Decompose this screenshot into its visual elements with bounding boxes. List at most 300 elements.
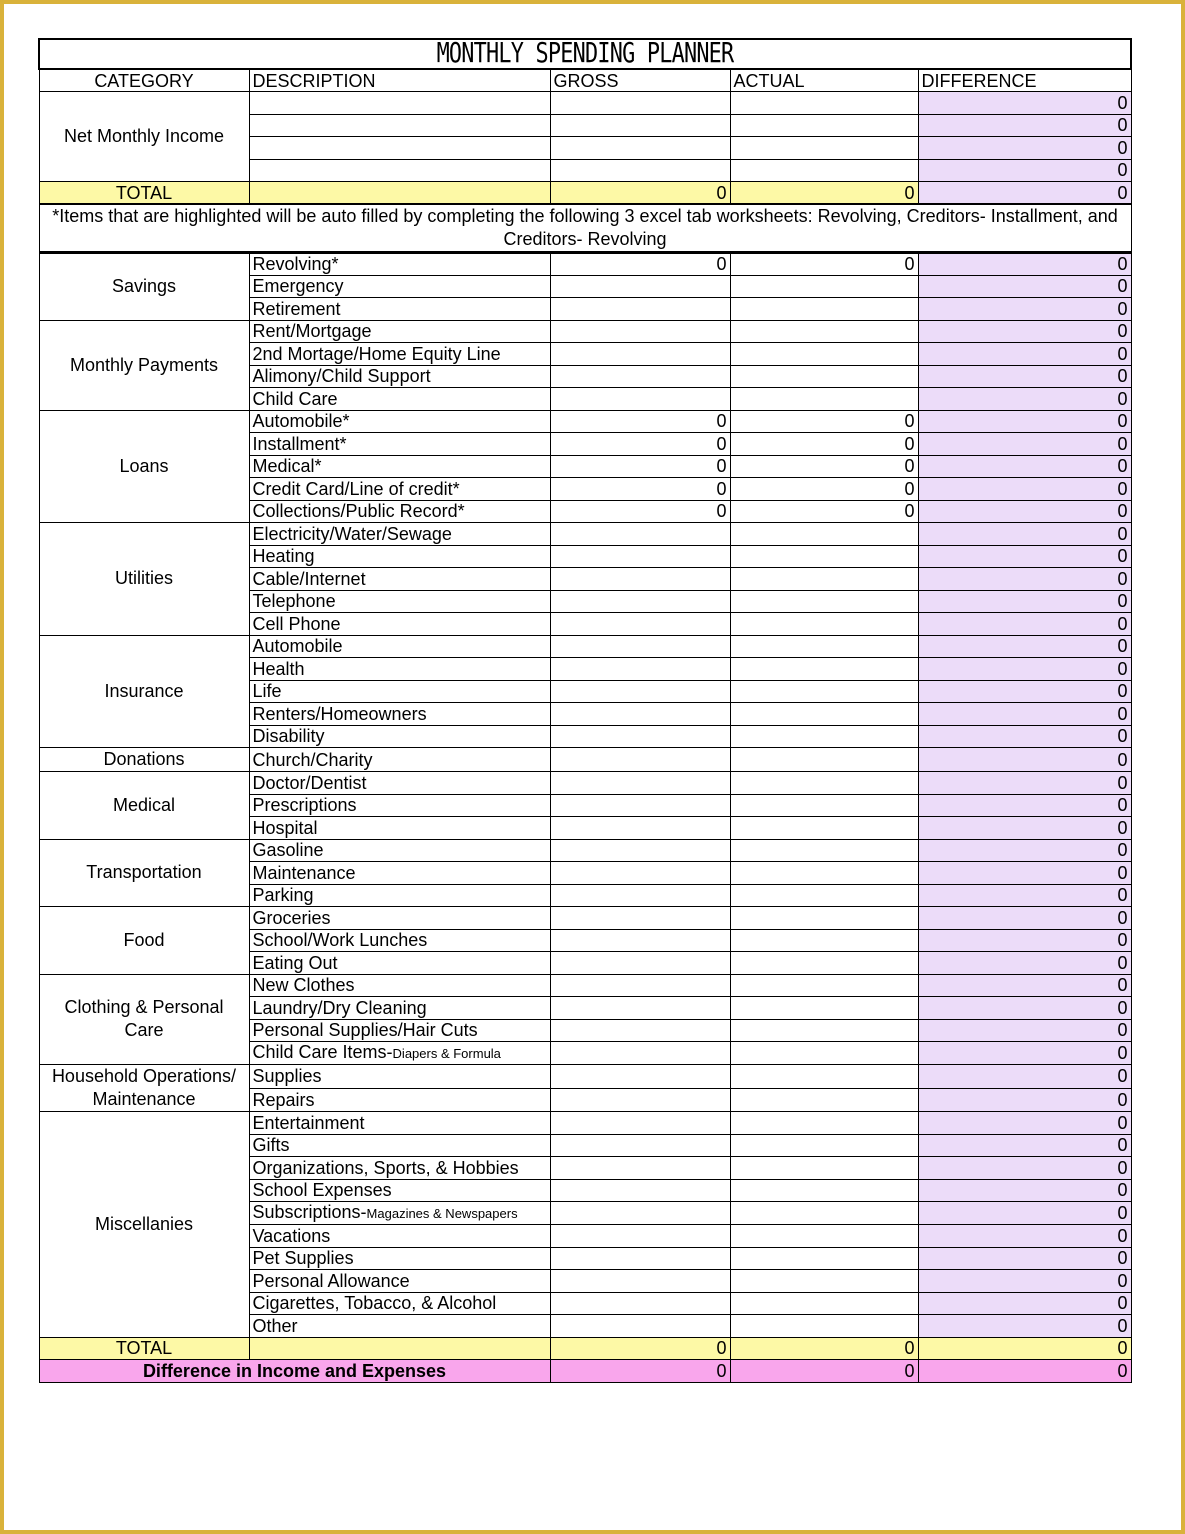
difference-cell: 0: [918, 1112, 1131, 1135]
description-text: Laundry/Dry Cleaning: [252, 997, 427, 1018]
actual-cell[interactable]: [730, 275, 918, 298]
description-cell: [249, 725, 550, 748]
gross-cell[interactable]: [550, 1270, 730, 1293]
description-text: Child Care: [252, 388, 338, 409]
gross-cell[interactable]: [550, 1088, 730, 1112]
income-row: [39, 92, 1131, 115]
actual-cell[interactable]: 0: [730, 410, 918, 433]
gross-cell[interactable]: [550, 839, 730, 862]
description-cell: [249, 545, 550, 568]
description-text: Child Care Items-: [252, 1042, 393, 1062]
income-gross-cell[interactable]: [550, 114, 730, 137]
difference-cell: 0: [918, 1225, 1131, 1248]
actual-cell[interactable]: [730, 952, 918, 975]
actual-cell[interactable]: [730, 1247, 918, 1270]
header-difference: DIFFERENCE: [918, 69, 1131, 92]
description-text: Personal Supplies/Hair Cuts: [252, 1020, 478, 1041]
income-desc-cell[interactable]: [249, 137, 550, 160]
income-total-row: [39, 182, 1131, 205]
income-gross-cell[interactable]: [550, 159, 730, 182]
difference-cell: 0: [918, 1270, 1131, 1293]
gross-cell[interactable]: 0: [550, 500, 730, 523]
difference-cell: 0: [918, 1065, 1131, 1089]
difference-cell: 0: [918, 1315, 1131, 1338]
actual-cell[interactable]: 0: [730, 478, 918, 501]
actual-cell[interactable]: [730, 1042, 918, 1065]
difference-cell: 0: [918, 1088, 1131, 1112]
description-cell: [249, 1065, 550, 1089]
gross-cell[interactable]: [550, 1247, 730, 1270]
description-cell: [249, 433, 550, 456]
description-text: Retirement: [252, 298, 341, 319]
difference-cell: 0: [918, 478, 1131, 501]
category-transportation: Transportation: [39, 839, 249, 907]
difference-cell: 0: [918, 1134, 1131, 1157]
actual-cell[interactable]: [730, 1292, 918, 1315]
actual-cell[interactable]: [730, 1134, 918, 1157]
description-cell: [249, 974, 550, 997]
description-text: Revolving*: [252, 254, 339, 275]
income-desc-cell[interactable]: [249, 159, 550, 182]
gross-cell[interactable]: [550, 1179, 730, 1202]
actual-cell[interactable]: [730, 388, 918, 411]
description-cell: [249, 1134, 550, 1157]
income-actual-cell[interactable]: [730, 137, 918, 160]
gross-cell[interactable]: [550, 1292, 730, 1315]
actual-cell[interactable]: [730, 862, 918, 885]
difference-cell: 0: [918, 974, 1131, 997]
description-cell: [249, 658, 550, 681]
gross-cell[interactable]: [550, 1019, 730, 1042]
difference-cell: 0: [918, 1042, 1131, 1065]
income-diff-cell: 0: [918, 159, 1131, 182]
description-cell: [249, 478, 550, 501]
difference-cell: 0: [918, 817, 1131, 840]
description-text: Gifts: [252, 1135, 290, 1156]
description-text: Subscriptions-: [252, 1202, 367, 1222]
description-text: Prescriptions: [252, 795, 357, 816]
description-cell: [249, 703, 550, 726]
description-cell: [249, 1202, 550, 1225]
header-gross: GROSS: [550, 69, 730, 92]
gross-cell[interactable]: [550, 1225, 730, 1248]
expense-row: [39, 523, 1131, 546]
description-text: Emergency: [252, 276, 344, 297]
actual-cell[interactable]: [730, 1315, 918, 1338]
gross-cell[interactable]: [550, 1315, 730, 1338]
gross-cell[interactable]: [550, 1157, 730, 1180]
description-cell: [249, 500, 550, 523]
difference-cell: 0: [918, 275, 1131, 298]
description-text: Electricity/Water/Sewage: [252, 523, 452, 544]
gross-cell[interactable]: [550, 772, 730, 795]
category-household-operations-maintenance: Household Operations/ Maintenance: [39, 1065, 249, 1112]
actual-cell[interactable]: [730, 884, 918, 907]
difference-cell: 0: [918, 772, 1131, 795]
category-donations: Donations: [39, 748, 249, 772]
income-total-gross: 0: [550, 182, 730, 205]
difference-cell: 0: [918, 929, 1131, 952]
expense-row: [39, 1065, 1131, 1089]
difference-cell: 0: [918, 455, 1131, 478]
actual-cell[interactable]: 0: [730, 455, 918, 478]
category-monthly-payments: Monthly Payments: [39, 320, 249, 410]
description-cell: [249, 1247, 550, 1270]
gross-cell[interactable]: [550, 1042, 730, 1065]
gross-cell[interactable]: [550, 907, 730, 930]
description-text: Repairs: [252, 1089, 315, 1110]
difference-cell: 0: [918, 1202, 1131, 1225]
description-cell: [249, 1042, 550, 1065]
expense-row: [39, 748, 1131, 772]
category-net-monthly-income: Net Monthly Income: [39, 92, 249, 182]
actual-cell[interactable]: [730, 1179, 918, 1202]
description-text: Personal Allowance: [252, 1270, 410, 1291]
actual-cell[interactable]: [730, 1157, 918, 1180]
expense-total-diff: 0: [918, 1337, 1131, 1360]
difference-cell: 0: [918, 748, 1131, 772]
description-text: Collections/Public Record*: [252, 501, 465, 522]
description-cell: [249, 275, 550, 298]
gross-cell[interactable]: [550, 275, 730, 298]
difference-cell: 0: [918, 862, 1131, 885]
description-cell: [249, 817, 550, 840]
gross-cell[interactable]: 0: [550, 455, 730, 478]
income-gross-cell[interactable]: [550, 137, 730, 160]
difference-cell: 0: [918, 320, 1131, 343]
income-diff-cell: 0: [918, 137, 1131, 160]
page-title: MONTHLY SPENDING PLANNER: [436, 39, 734, 69]
header-actual: ACTUAL: [730, 69, 918, 92]
gross-cell[interactable]: [550, 703, 730, 726]
description-text: Heating: [252, 546, 315, 567]
description-text: Entertainment: [252, 1112, 365, 1133]
gross-cell[interactable]: [550, 680, 730, 703]
difference-cell: 0: [918, 613, 1131, 636]
gross-cell[interactable]: [550, 748, 730, 772]
gross-cell[interactable]: [550, 568, 730, 591]
description-text: Health: [252, 658, 305, 679]
difference-cell: 0: [918, 545, 1131, 568]
category-clothing-personal-care: Clothing & Personal Care: [39, 974, 249, 1065]
difference-cell: 0: [918, 590, 1131, 613]
description-cell: [249, 862, 550, 885]
header-category: CATEGORY: [39, 69, 249, 92]
income-gross-cell[interactable]: [550, 92, 730, 115]
category-loans: Loans: [39, 410, 249, 523]
actual-cell[interactable]: [730, 658, 918, 681]
description-cell: [249, 298, 550, 321]
gross-cell[interactable]: [550, 817, 730, 840]
gross-cell[interactable]: [550, 1065, 730, 1089]
income-total-diff: 0: [918, 182, 1131, 205]
income-actual-cell[interactable]: [730, 92, 918, 115]
income-total-label: TOTAL: [39, 182, 249, 205]
description-cell: [249, 794, 550, 817]
actual-cell[interactable]: [730, 907, 918, 930]
spending-planner-table: [38, 38, 1132, 1383]
actual-cell[interactable]: [730, 703, 918, 726]
actual-cell[interactable]: 0: [730, 500, 918, 523]
expense-row: [39, 772, 1131, 795]
description-cell: [249, 1315, 550, 1338]
description-text: Life: [252, 681, 282, 702]
gross-cell[interactable]: [550, 298, 730, 321]
category-utilities: Utilities: [39, 523, 249, 636]
gross-cell[interactable]: [550, 1134, 730, 1157]
gross-cell[interactable]: [550, 590, 730, 613]
description-text: Vacations: [252, 1225, 331, 1246]
actual-cell[interactable]: [730, 794, 918, 817]
income-desc-cell[interactable]: [249, 92, 550, 115]
gross-cell[interactable]: [550, 974, 730, 997]
expense-row: [39, 320, 1131, 343]
income-actual-cell[interactable]: [730, 159, 918, 182]
title-row: [39, 39, 1131, 69]
description-text: Pet Supplies: [252, 1248, 354, 1269]
gross-cell[interactable]: [550, 1202, 730, 1225]
difference-cell: 0: [918, 952, 1131, 975]
difference-cell: 0: [918, 253, 1131, 276]
actual-cell[interactable]: [730, 320, 918, 343]
gross-cell[interactable]: [550, 343, 730, 366]
description-cell: [249, 952, 550, 975]
actual-cell[interactable]: 0: [730, 253, 918, 276]
expense-row: [39, 974, 1131, 997]
actual-cell[interactable]: [730, 997, 918, 1020]
description-text: Organizations, Sports, & Hobbies: [252, 1157, 519, 1178]
actual-cell[interactable]: [730, 929, 918, 952]
description-note: Magazines & Newspapers: [366, 1206, 518, 1221]
actual-cell[interactable]: [730, 343, 918, 366]
description-cell: [249, 839, 550, 862]
gross-cell[interactable]: [550, 884, 730, 907]
gross-cell[interactable]: [550, 523, 730, 546]
gross-cell[interactable]: [550, 365, 730, 388]
actual-cell[interactable]: [730, 725, 918, 748]
difference-label: Difference in Income and Expenses: [39, 1360, 550, 1383]
description-note: Diapers & Formula: [392, 1046, 501, 1061]
description-text: Credit Card/Line of credit*: [252, 478, 460, 499]
auto-fill-note: *Items that are highlighted will be auto filled by completing the following 3 excel tab worksheets: Revolving, Creditors- Installment, and Creditors- Revolving: [39, 204, 1131, 253]
actual-cell[interactable]: 0: [730, 433, 918, 456]
description-cell: [249, 365, 550, 388]
difference-cell: 0: [918, 568, 1131, 591]
difference-cell: 0: [918, 884, 1131, 907]
description-text: Cigarettes, Tobacco, & Alcohol: [252, 1293, 497, 1314]
difference-cell: 0: [918, 388, 1131, 411]
difference-cell: 0: [918, 1019, 1131, 1042]
description-cell: [249, 929, 550, 952]
description-text: Cable/Internet: [252, 568, 366, 589]
actual-cell[interactable]: [730, 1270, 918, 1293]
actual-cell[interactable]: [730, 839, 918, 862]
difference-cell: 0: [918, 1157, 1131, 1180]
description-text: Rent/Mortgage: [252, 321, 372, 342]
gross-cell[interactable]: [550, 635, 730, 658]
actual-cell[interactable]: [730, 748, 918, 772]
description-cell: [249, 1292, 550, 1315]
difference-cell: 0: [918, 523, 1131, 546]
difference-cell: 0: [918, 725, 1131, 748]
difference-cell: 0: [918, 365, 1131, 388]
actual-cell[interactable]: [730, 1065, 918, 1089]
gross-cell[interactable]: [550, 1112, 730, 1135]
income-total-desc: [249, 182, 550, 205]
actual-cell[interactable]: [730, 545, 918, 568]
difference-row: [39, 1360, 1131, 1383]
description-text: Cell Phone: [252, 613, 341, 634]
actual-cell[interactable]: [730, 590, 918, 613]
difference-cell: 0: [918, 907, 1131, 930]
actual-cell[interactable]: [730, 1088, 918, 1112]
gross-cell[interactable]: [550, 952, 730, 975]
description-text: Eating Out: [252, 952, 338, 973]
difference-cell: 0: [918, 703, 1131, 726]
expense-row: [39, 253, 1131, 276]
actual-cell[interactable]: [730, 613, 918, 636]
description-text: Medical*: [252, 456, 322, 477]
description-cell: [249, 590, 550, 613]
description-text: Parking: [252, 885, 314, 906]
description-text: Church/Charity: [252, 749, 373, 770]
description-cell: [249, 748, 550, 772]
description-text: Installment*: [252, 433, 347, 454]
gross-cell[interactable]: [550, 929, 730, 952]
actual-cell[interactable]: [730, 523, 918, 546]
actual-cell[interactable]: [730, 817, 918, 840]
gross-cell[interactable]: [550, 388, 730, 411]
difference-cell: 0: [918, 635, 1131, 658]
difference-cell: 0: [918, 1292, 1131, 1315]
description-cell: [249, 680, 550, 703]
actual-cell[interactable]: [730, 1202, 918, 1225]
gross-cell[interactable]: 0: [550, 433, 730, 456]
description-cell: [249, 997, 550, 1020]
header-row: [39, 69, 1131, 92]
actual-cell[interactable]: [730, 1225, 918, 1248]
income-total-actual: 0: [730, 182, 918, 205]
description-cell: [249, 388, 550, 411]
expense-row: [39, 1112, 1131, 1135]
category-miscellanies: Miscellanies: [39, 1112, 249, 1338]
income-desc-cell[interactable]: [249, 114, 550, 137]
gross-cell[interactable]: 0: [550, 253, 730, 276]
header-description: DESCRIPTION: [249, 69, 550, 92]
description-text: New Clothes: [252, 975, 355, 996]
description-cell: [249, 613, 550, 636]
description-text: School/Work Lunches: [252, 930, 428, 951]
income-diff-cell: 0: [918, 92, 1131, 115]
category-savings: Savings: [39, 253, 249, 321]
actual-cell[interactable]: [730, 1019, 918, 1042]
gross-cell[interactable]: 0: [550, 410, 730, 433]
difference-cell: 0: [918, 500, 1131, 523]
description-cell: [249, 1157, 550, 1180]
actual-cell[interactable]: [730, 974, 918, 997]
description-cell: [249, 1019, 550, 1042]
difference-diff: 0: [918, 1360, 1131, 1383]
expense-total-row: [39, 1337, 1131, 1360]
description-cell: [249, 907, 550, 930]
actual-cell[interactable]: [730, 772, 918, 795]
description-cell: [249, 568, 550, 591]
description-text: Groceries: [252, 907, 331, 928]
difference-cell: 0: [918, 997, 1131, 1020]
description-cell: [249, 343, 550, 366]
expense-row: [39, 410, 1131, 433]
gross-cell[interactable]: 0: [550, 478, 730, 501]
gross-cell[interactable]: [550, 862, 730, 885]
difference-cell: 0: [918, 680, 1131, 703]
expense-total-label: TOTAL: [39, 1337, 249, 1360]
description-cell: [249, 1270, 550, 1293]
gross-cell[interactable]: [550, 658, 730, 681]
difference-cell: 0: [918, 343, 1131, 366]
expense-total-gross: 0: [550, 1337, 730, 1360]
description-text: 2nd Mortage/Home Equity Line: [252, 343, 501, 364]
actual-cell[interactable]: [730, 568, 918, 591]
description-text: Automobile*: [252, 411, 350, 432]
description-text: Other: [252, 1315, 298, 1336]
actual-cell[interactable]: [730, 635, 918, 658]
description-cell: [249, 410, 550, 433]
actual-cell[interactable]: [730, 1112, 918, 1135]
expense-total-actual: 0: [730, 1337, 918, 1360]
description-text: Renters/Homeowners: [252, 703, 427, 724]
description-text: Supplies: [252, 1066, 322, 1087]
description-text: Disability: [252, 726, 325, 747]
description-cell: [249, 320, 550, 343]
gross-cell[interactable]: [550, 997, 730, 1020]
expense-row: [39, 839, 1131, 862]
gross-cell[interactable]: [550, 545, 730, 568]
actual-cell[interactable]: [730, 680, 918, 703]
description-cell: [249, 523, 550, 546]
actual-cell[interactable]: [730, 365, 918, 388]
gross-cell[interactable]: [550, 725, 730, 748]
category-food: Food: [39, 907, 249, 975]
description-text: Maintenance: [252, 862, 356, 883]
description-cell: [249, 1112, 550, 1135]
difference-cell: 0: [918, 298, 1131, 321]
difference-cell: 0: [918, 1179, 1131, 1202]
expense-row: [39, 635, 1131, 658]
difference-cell: 0: [918, 410, 1131, 433]
gross-cell[interactable]: [550, 320, 730, 343]
gross-cell[interactable]: [550, 794, 730, 817]
difference-actual: 0: [730, 1360, 918, 1383]
description-text: Doctor/Dentist: [252, 772, 367, 793]
description-text: Telephone: [252, 591, 336, 612]
actual-cell[interactable]: [730, 298, 918, 321]
description-cell: [249, 884, 550, 907]
expense-row: [39, 907, 1131, 930]
difference-cell: 0: [918, 794, 1131, 817]
description-cell: [249, 1225, 550, 1248]
income-actual-cell[interactable]: [730, 114, 918, 137]
category-medical: Medical: [39, 772, 249, 840]
description-cell: [249, 253, 550, 276]
difference-cell: 0: [918, 839, 1131, 862]
note-row: [39, 204, 1131, 253]
description-cell: [249, 455, 550, 478]
description-cell: [249, 635, 550, 658]
description-text: Alimony/Child Support: [252, 366, 431, 387]
description-text: Gasoline: [252, 840, 324, 861]
expense-total-desc: [249, 1337, 550, 1360]
gross-cell[interactable]: [550, 613, 730, 636]
